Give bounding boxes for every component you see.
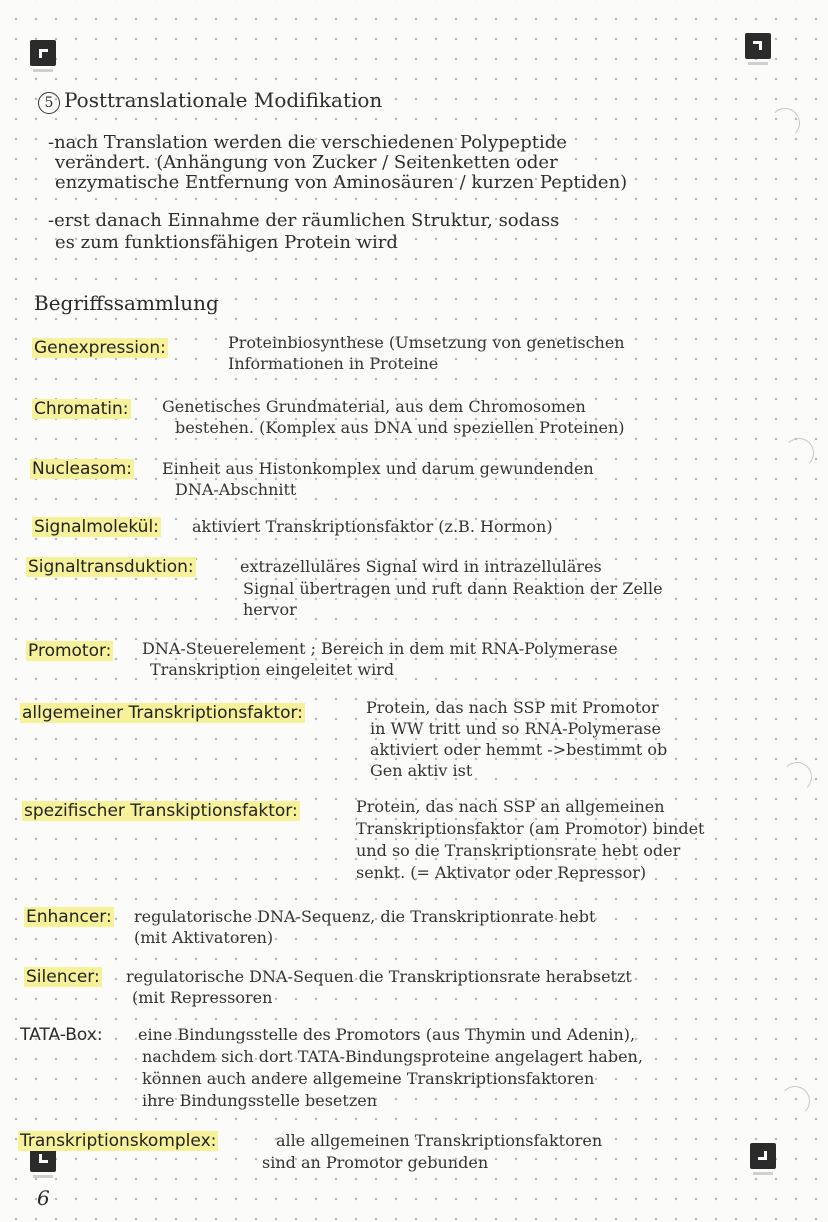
- glossary-term: Silencer:: [26, 967, 100, 987]
- glossary-definition: Genetisches Grundmaterial, aus dem Chromosomen: [162, 397, 586, 416]
- section-title: Posttranslationale Modifikation: [64, 88, 383, 112]
- glossary-definition: hervor: [243, 600, 297, 619]
- pencil-circle-mark: [770, 108, 800, 138]
- glossary-definition: Signal übertragen und ruft dann Reaktion der Zelle: [243, 579, 663, 598]
- pencil-circle-mark: [782, 762, 812, 792]
- glossary-term: Enhancer:: [26, 907, 112, 927]
- glossary-definition: (mit Repressoren: [132, 988, 273, 1007]
- glossary-definition: Einheit aus Histonkomplex und darum gewundenden: [162, 459, 594, 478]
- glossary-definition: und so die Transkriptionsrate hebt oder: [356, 841, 681, 860]
- glossary-definition: Proteinbiosynthese (Umsetzung von genetischen: [228, 333, 625, 352]
- glossary-definition: DNA-Steuerelement ; Bereich in dem mit RNA-Polymerase: [142, 639, 618, 658]
- corner-bracket-icon: [30, 40, 56, 66]
- glossary-definition: sind an Promotor gebunden: [262, 1153, 489, 1172]
- glossary-term: TATA-Box:: [20, 1025, 103, 1045]
- glossary-term: Genexpression:: [34, 338, 166, 358]
- glossary-term: Nucleasom:: [32, 459, 132, 479]
- glossary-definition: Informationen in Proteine: [228, 354, 439, 373]
- section-number: 5: [38, 92, 60, 114]
- glossary-definition: eine Bindungsstelle des Promotors (aus Thymin und Adenin),: [138, 1025, 636, 1044]
- glossary-definition: DNA-Abschnitt: [175, 480, 297, 499]
- bullet-line: -erst danach Einnahme der räumlichen Struktur, sodass: [48, 210, 560, 231]
- glossary-term: Chromatin:: [34, 399, 129, 419]
- glossary-definition: regulatorische DNA-Sequen die Transkriptionsrate herabsetzt: [126, 967, 632, 986]
- corner-bracket-icon: [750, 1143, 776, 1169]
- glossary-term: Promotor:: [28, 641, 112, 661]
- glossary-term: Signalmolekül:: [34, 517, 159, 537]
- glossary-definition: alle allgemeinen Transkriptionsfaktoren: [276, 1131, 603, 1150]
- glossary-definition: Protein, das nach SSP mit Promotor: [366, 698, 659, 717]
- glossary-definition: extrazelluläres Signal wird in intrazelluläres: [240, 557, 602, 576]
- glossary-term: spezifischer Transkiptionsfaktor:: [24, 801, 298, 821]
- glossary-definition: Gen aktiv ist: [370, 761, 473, 780]
- bullet-line: -nach Translation werden die verschiedenen Polypeptide: [48, 132, 567, 153]
- glossary-definition: Transkriptionsfaktor (am Promotor) bindet: [356, 819, 705, 838]
- glossary-definition: bestehen. (Komplex aus DNA und speziellen Proteinen): [175, 418, 625, 437]
- glossary-definition: nachdem sich dort TATA-Bindungsproteine angelagert haben,: [142, 1047, 643, 1066]
- glossary-term: allgemeiner Transkriptionsfaktor:: [22, 703, 303, 723]
- glossary-definition: in WW tritt und so RNA-Polymerase: [370, 719, 661, 738]
- bullet-line: enzymatische Entfernung von Aminosäuren / kurzen Peptiden): [55, 172, 628, 193]
- glossary-definition: ihre Bindungsstelle besetzen: [142, 1091, 378, 1110]
- glossary-definition: aktiviert Transkriptionsfaktor (z.B. Hormon): [192, 517, 553, 536]
- corner-bracket-icon: [745, 33, 771, 59]
- glossary-definition: aktiviert oder hemmt ->bestimmt ob: [370, 740, 668, 759]
- bullet-line: verändert. (Anhängung von Zucker / Seitenketten oder: [55, 152, 558, 173]
- glossary-definition: können auch andere allgemeine Transkriptionsfaktoren: [142, 1069, 595, 1088]
- page-number: 6: [37, 1186, 50, 1210]
- bullet-line: es zum funktionsfähigen Protein wird: [55, 232, 398, 253]
- glossary-definition: Transkription eingeleitet wird: [150, 660, 395, 679]
- glossary-heading: Begriffssammlung: [34, 291, 219, 315]
- pencil-circle-mark: [784, 438, 814, 468]
- glossary-term: Signaltransduktion:: [28, 557, 194, 577]
- glossary-term: Transkriptionskomplex:: [20, 1131, 217, 1151]
- glossary-definition: regulatorische DNA-Sequenz, die Transkriptionrate hebt: [134, 907, 596, 926]
- glossary-definition: (mit Aktivatoren): [134, 928, 274, 947]
- section-heading: [38, 89, 382, 114]
- glossary-definition: Protein, das nach SSP an allgemeinen: [356, 797, 665, 816]
- pencil-circle-mark: [780, 1086, 810, 1116]
- glossary-definition: senkt. (= Aktivator oder Repressor): [356, 863, 647, 882]
